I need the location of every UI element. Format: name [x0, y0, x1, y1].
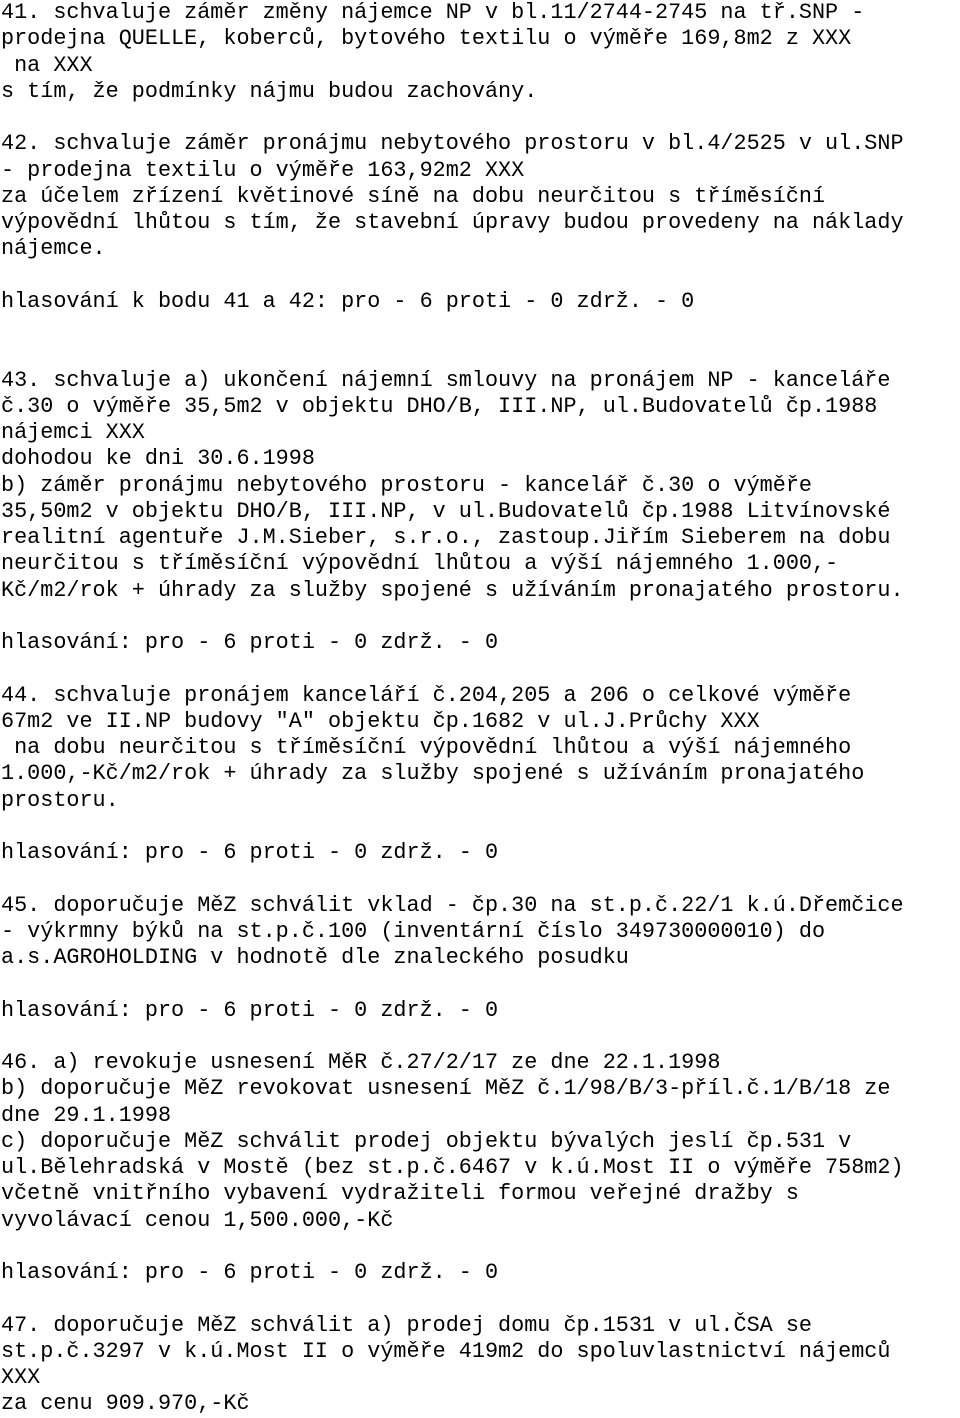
document-line: s tím, že podmínky nájmu budou zachovány. [1, 78, 538, 104]
document-line: Kč/m2/rok + úhrady za služby spojené s užíváním pronajatého prostoru. [1, 577, 904, 603]
document-line: č.30 o výměře 35,5m2 v objektu DHO/B, III.NP, ul.Budovatelů čp.1988 [1, 393, 878, 419]
document-line: 42. schvaluje záměr pronájmu nebytového prostoru v bl.4/2525 v ul.SNP [1, 131, 904, 157]
document-line [1, 263, 959, 289]
document-line: 67m2 ve II.NP budovy "A" objektu čp.1682 v ul.J.Průchy XXX [1, 708, 760, 734]
document-line: dohodou ke dni 30.6.1998 [1, 446, 315, 472]
document-line: 47. doporučuje MěZ schválit a) prodej domu čp.1531 v ul.ČSA se [1, 1312, 812, 1338]
document-line: 35,50m2 v objektu DHO/B, III.NP, v ul.Budovatelů čp.1988 Litvínovské [1, 498, 891, 524]
document-line: 41. schvaluje záměr změny nájemce NP v bl.11/2744-2745 na tř.SNP - [1, 0, 865, 25]
document-line: za účelem zřízení květinové síně na dobu neurčitou s tříměsíční [1, 183, 826, 209]
document-line: b) doporučuje MěZ revokovat usnesení MěZ č.1/98/B/3-příl.č.1/B/18 ze [1, 1076, 891, 1102]
document-line [1, 105, 959, 131]
document-line: za cenu 909.970,-Kč [1, 1391, 250, 1417]
document-line [1, 971, 959, 997]
document-line [1, 866, 959, 892]
document-line: realitní agentuře J.M.Sieber, s.r.o., zastoup.Jiřím Sieberem na dobu [1, 525, 891, 550]
document-line: 43. schvaluje a) ukončení nájemní smlouvy na pronájem NP - kanceláře [1, 367, 891, 393]
document-line: 46. a) revokuje usnesení MěR č.27/2/17 ze dne 22.1.1998 [1, 1050, 721, 1075]
document-line: včetně vnitřního vybavení vydražiteli formou veřejné dražby s [1, 1181, 799, 1207]
document-line: a.s.AGROHOLDING v hodnotě dle znaleckého posudku [1, 945, 629, 970]
document-line: 45. doporučuje MěZ schválit vklad - čp.30 na st.p.č.22/1 k.ú.Dřemčice [1, 892, 904, 918]
document-line: nájemci XXX [1, 420, 145, 445]
document-line: ul.Bělehradská v Mostě (bez st.p.č.6467 v k.ú.Most II o výměře 758m2) [1, 1155, 904, 1180]
document-line [1, 1286, 959, 1312]
document-line: prostoru. [1, 787, 119, 813]
document-line: - výkrmny býků na st.p.č.100 (inventární číslo 349730000010) do [1, 918, 826, 944]
document-line: b) záměr pronájmu nebytového prostoru - kancelář č.30 o výměře [1, 472, 812, 498]
document-line: hlasování: pro - 6 proti - 0 zdrž. - 0 [1, 997, 499, 1023]
document-line: hlasování: pro - 6 proti - 0 zdrž. - 0 [1, 630, 499, 655]
document-line: - prodejna textilu o výměře 163,92m2 XXX [1, 157, 525, 183]
document-line: na dobu neurčitou s tříměsíční výpovědní lhůtou a výší nájemného [1, 735, 852, 760]
document-line [1, 1234, 959, 1260]
document-line [1, 1024, 959, 1050]
document-line: dne 29.1.1998 [1, 1102, 172, 1128]
document-line: neurčitou s tříměsíční výpovědní lhůtou a výší nájemného 1.000,- [1, 551, 839, 577]
document-line: st.p.č.3297 v k.ú.Most II o výměře 419m2 do spoluvlastnictví nájemců [1, 1338, 891, 1364]
document-line [1, 341, 959, 367]
document-body [1, 0, 959, 1418]
document-line [1, 315, 959, 341]
document-line: c) doporučuje MěZ schválit prodej objektu bývalých jeslí čp.531 v [1, 1128, 852, 1154]
document-line: 1.000,-Kč/m2/rok + úhrady za služby spojené s užíváním pronajatého [1, 761, 865, 787]
document-line: prodejna QUELLE, koberců, bytového textilu o výměře 169,8m2 z XXX [1, 26, 852, 52]
document-line: vyvolávací cenou 1,500.000,-Kč [1, 1207, 394, 1233]
document-line: výpovědní lhůtou s tím, že stavební úpravy budou provedeny na náklady [1, 210, 904, 235]
document-line: hlasování: pro - 6 proti - 0 zdrž. - 0 [1, 1260, 499, 1285]
document-line [1, 604, 959, 630]
document-line: 44. schvaluje pronájem kanceláří č.204,205 a 206 o celkové výměře [1, 682, 852, 708]
document-line [1, 814, 959, 840]
document-line: hlasování k bodu 41 a 42: pro - 6 proti - 0 zdrž. - 0 [1, 288, 695, 314]
document-line: na XXX [1, 52, 93, 78]
document-line: nájemce. [1, 236, 106, 262]
document-line: XXX [1, 1365, 41, 1390]
document-line [1, 656, 959, 682]
document-line: hlasování: pro - 6 proti - 0 zdrž. - 0 [1, 840, 499, 865]
